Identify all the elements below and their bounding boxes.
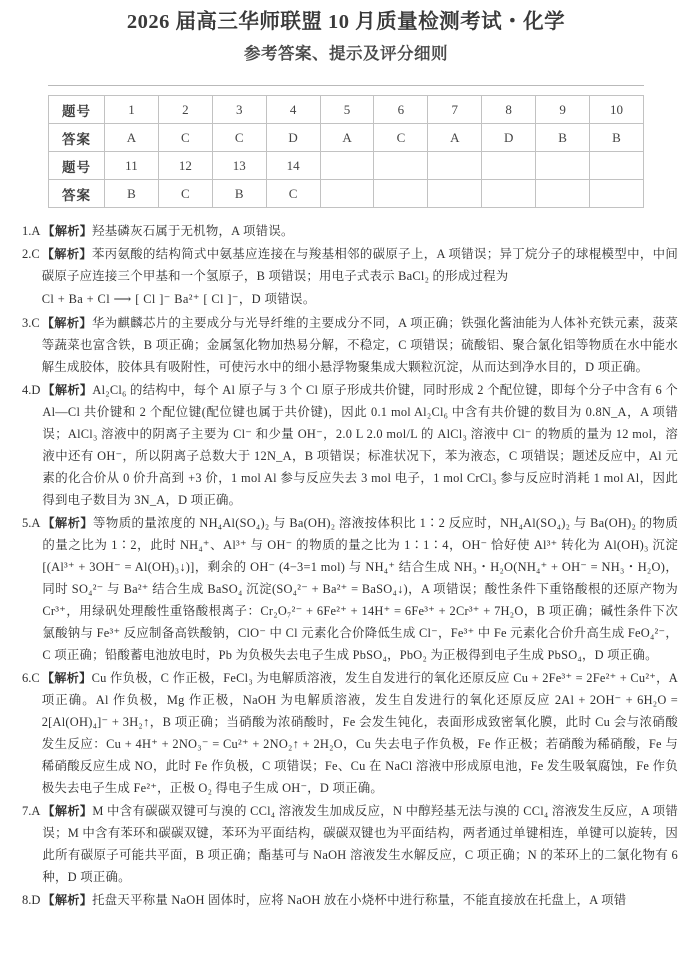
row-label-answer-1: 答案: [49, 124, 105, 152]
answer-cell-empty: [428, 180, 482, 208]
explanation-text: 托盘天平称量 NaOH 固体时，应将 NaOH 放在小烧杯中进行称量，不能直接放在托盘上，A 项错: [92, 893, 627, 908]
explanation-number: 3.C: [22, 316, 40, 331]
explanation-number: 6.C: [22, 671, 40, 686]
question-number-cell: 9: [536, 96, 590, 124]
answer-cell: C: [374, 124, 428, 152]
answer-cell: B: [536, 124, 590, 152]
explanation-body: [42, 243, 678, 311]
analysis-tag: 【解析】: [42, 893, 93, 908]
explanation-body: [42, 889, 678, 911]
explanation-text: 华为麒麟芯片的主要成分与光导纤维的主要成分不同，A 项正确；铁强化酱油能为人体补充铁元素，菠菜等蔬菜也富含铁，B 项正确；金属氢化物加热易分解，不稳定，C 项错误；硫酸铝、聚合氯化铝等物质在水中能水解生成胶体，胶体具有吸附性，可使污水中的细小悬浮物聚集成大颗粒沉淀，从而达到净水目的，D 项正确。: [41, 316, 678, 375]
explanation-body: [42, 800, 678, 888]
explanation-item-2: [8, 243, 678, 311]
lewis-formula: Cl + Ba + Cl ⟶ [ Cl ]⁻ Ba²⁺ [ Cl ]⁻: [41, 292, 239, 307]
analysis-tag: 【解析】: [41, 316, 92, 331]
answer-cell: C: [212, 124, 266, 152]
explanation-text: 等物质的量浓度的 NH₄Al(SO₄)₂ 与 Ba(OH)₂ 溶液按体积比 1∶2 反应时，NH₄Al(SO₄)₂ 与 Ba(OH)₂ 的物质的量之比为 1∶2，此时 NH₄⁺、Al³⁺ 与 OH⁻ 的物质的量之比为 1∶1∶4，OH⁻ 恰好使 Al³⁺ 转化为 Al(OH)₃ 沉淀[(Al³⁺ + 3OH⁻ = Al(OH)₃↓)]，剩余的 OH⁻ (4−3=1 mol) 与 NH₄⁺ 结合生成 NH₃・H₂O(NH₄⁺ + OH⁻ = NH₃・H₂O)，同时 SO₄²⁻ 与 Ba²⁺ 结合生成 BaSO₄ 沉淀(SO₄²⁻ + Ba²⁺ = BaSO₄↓)，A 项错误；酸性条件下重铬酸根的还原产物为 Cr³⁺，用绿矾处理酸性重铬酸根离子：Cr₂O₇²⁻ + 6Fe²⁺ + 14H⁺ = 6Fe³⁺ + 2Cr³⁺ + 7H₂O，B 项正确；碱性条件下次氯酸钠与 Fe³⁺ 反应制备高铁酸钠，ClO⁻ 中 Cl 元素化合价降低生成 Cl⁻，Fe³⁺ 中 Fe 元素化合价升高生成 FeO₄²⁻，C 项正确；铅酸蓄电池放电时，Pb 为负极失去电子生成 PbSO₄，PbO₂ 为正极得到电子生成 PbSO₄，D 项正确。: [42, 516, 678, 663]
explanation-text: 羟基磷灰石属于无机物，A 项错误。: [92, 224, 294, 239]
page-title: 2026 届高三华师联盟 10 月质量检测考试・化学: [126, 11, 566, 33]
question-number-cell: 3: [212, 96, 266, 124]
explanation-text: Cu 作负极，C 作正极，FeCl₃ 为电解质溶液，发生自发进行的氧化还原反应 Cu + 2Fe³⁺ = 2Fe²⁺ + Cu²⁺，A 项正确。Al 作负极，Mg 作正极，NaOH 为电解质溶液，发生自发进行的氧化还原反应 2Al + 2OH⁻ + 6H₂O = 2[Al(OH)₄]⁻ + 3H₂↑，B 项正确；当硝酸为浓硝酸时，Fe 会发生钝化，表面形成致密氧化膜，此时 Cu 会与浓硝酸发生反应：Cu + 4H⁺ + 2NO₃⁻ = Cu²⁺ + 2NO₂↑ + 2H₂O，Cu 失去电子作负极，Fe 作正极；若硝酸为稀硝酸，Fe 与稀硝酸反应生成 NO，此时 Fe 作负极，C 项错误；Fe、Cu 在 NaCl 溶液中形成原电池，Fe 发生吸氧腐蚀，Fe 作负极失去电子生成 Fe²⁺，正极 O₂ 得电子生成 OH⁻，D 项正确。: [41, 671, 678, 796]
table-row: [49, 152, 644, 180]
explanation-body: [42, 379, 678, 511]
row-label-question-2: 题号: [49, 152, 105, 180]
question-number-cell-empty: [536, 152, 590, 180]
answer-cell: B: [105, 180, 159, 208]
explanation-body: [42, 667, 678, 799]
explanation-item-8: [8, 889, 678, 911]
explanation-body: [42, 512, 678, 666]
analysis-tag: 【解析】: [42, 383, 93, 398]
lewis-structure-bacl2: [42, 287, 678, 311]
answer-cell-empty: [536, 180, 590, 208]
explanation-body: [42, 312, 678, 378]
explanation-number: 8.D: [22, 893, 41, 908]
explanations-list: [0, 220, 692, 911]
explanation-number: 2.C: [22, 247, 40, 262]
explanation-item-3: [8, 312, 678, 378]
question-number-cell: 4: [266, 96, 320, 124]
page-subtitle: 参考答案、提示及评分细则: [244, 43, 448, 63]
table-row: [49, 124, 644, 152]
answer-key-page: [0, 9, 692, 963]
explanation-number: 4.D: [22, 383, 41, 398]
header-divider: [48, 85, 644, 86]
answer-cell: A: [320, 124, 374, 152]
question-number-cell: 5: [320, 96, 374, 124]
analysis-tag: 【解析】: [41, 671, 92, 686]
question-number-cell: 10: [590, 96, 644, 124]
answer-cell-empty: [374, 180, 428, 208]
answer-cell: A: [105, 124, 159, 152]
answer-cell-empty: [590, 180, 644, 208]
analysis-tag: 【解析】: [42, 804, 93, 819]
question-number-cell: 11: [105, 152, 159, 180]
question-number-cell: 6: [374, 96, 428, 124]
answer-cell: B: [590, 124, 644, 152]
explanation-number: 1.A: [22, 224, 41, 239]
analysis-tag: 【解析】: [42, 516, 93, 531]
answer-cell: D: [266, 124, 320, 152]
answer-cell: D: [482, 124, 536, 152]
answer-table: [48, 95, 644, 208]
explanation-item-7: [8, 800, 678, 888]
answer-cell-empty: [320, 180, 374, 208]
explanation-item-1: [8, 220, 678, 242]
row-label-question-1: 题号: [49, 96, 105, 124]
question-number-cell: 14: [266, 152, 320, 180]
explanation-item-5: [8, 512, 678, 666]
answer-cell: C: [266, 180, 320, 208]
answer-cell: B: [212, 180, 266, 208]
explanation-body: [42, 220, 678, 242]
lewis-tail-text: ，D 项错误。: [238, 292, 316, 307]
question-number-cell: 1: [105, 96, 159, 124]
question-number-cell: 12: [158, 152, 212, 180]
explanation-number: 7.A: [22, 804, 41, 819]
analysis-tag: 【解析】: [41, 247, 92, 262]
question-number-cell: 13: [212, 152, 266, 180]
answer-cell: C: [158, 180, 212, 208]
answer-table-container: [48, 95, 644, 208]
explanation-item-6: [8, 667, 678, 799]
question-number-cell: 8: [482, 96, 536, 124]
question-number-cell: 2: [158, 96, 212, 124]
table-row: [49, 96, 644, 124]
question-number-cell: 7: [428, 96, 482, 124]
explanation-text: 苯丙氨酸的结构简式中氨基应连接在与羧基相邻的碳原子上，A 项错误；异丁烷分子的球棍模型中，中间碳原子应连接三个甲基和一个氢原子，B 项错误；用电子式表示 BaCl₂ 的形成过程为: [41, 247, 678, 284]
question-number-cell-empty: [374, 152, 428, 180]
question-number-cell-empty: [428, 152, 482, 180]
explanation-number: 5.A: [22, 516, 41, 531]
explanation-text: M 中含有碳碳双键可与溴的 CCl₄ 溶液发生加成反应，N 中醇羟基无法与溴的 CCl₄ 溶液发生反应，A 项错误；M 中含有苯环和碳碳双键，苯环为平面结构，碳碳双键也为平面结构，两者通过单键相连，单键可以旋转，因此所有碳原子可能共平面，B 项正确；酯基可与 NaOH 溶液发生水解反应，C 项正确；N 的苯环上的二氯化物有 6 种，D 项正确。: [42, 804, 678, 885]
answer-cell: A: [428, 124, 482, 152]
question-number-cell-empty: [590, 152, 644, 180]
explanation-text: Al₂Cl₆ 的结构中，每个 Al 原子与 3 个 Cl 原子形成共价键，同时形成 2 个配位键，即每个分子中含有 6 个 Al—Cl 共价键和 2 个配位键(配位键也属于共价键)，因此 0.1 mol Al₂Cl₆ 中含有共价键的数目为 0.8N_A，A 项错误；AlCl₃ 溶液中的阴离子主要为 Cl⁻ 和少量 OH⁻，2.0 L 2.0 mol/L 的 AlCl₃ 溶液中 Cl⁻ 的物质的量为 12 mol，溶液中还有 OH⁻，所以阴离子总数大于 12N_A，B 项错误；标准状况下，苯为液态，C 项错误；题述反应中，Al 元素的化合价从 0 价升高到 +3 价，1 mol Al 参与反应失去 3 mol 电子，1 mol CrCl₃ 参与反应时消耗 1 mol Al，因此得到电子数目为 3N_A，D 项正确。: [42, 383, 678, 508]
answer-cell: C: [158, 124, 212, 152]
analysis-tag: 【解析】: [42, 224, 93, 239]
table-row: [49, 180, 644, 208]
row-label-answer-2: 答案: [49, 180, 105, 208]
question-number-cell-empty: [482, 152, 536, 180]
answer-cell-empty: [482, 180, 536, 208]
question-number-cell-empty: [320, 152, 374, 180]
explanation-item-4: [8, 379, 678, 511]
